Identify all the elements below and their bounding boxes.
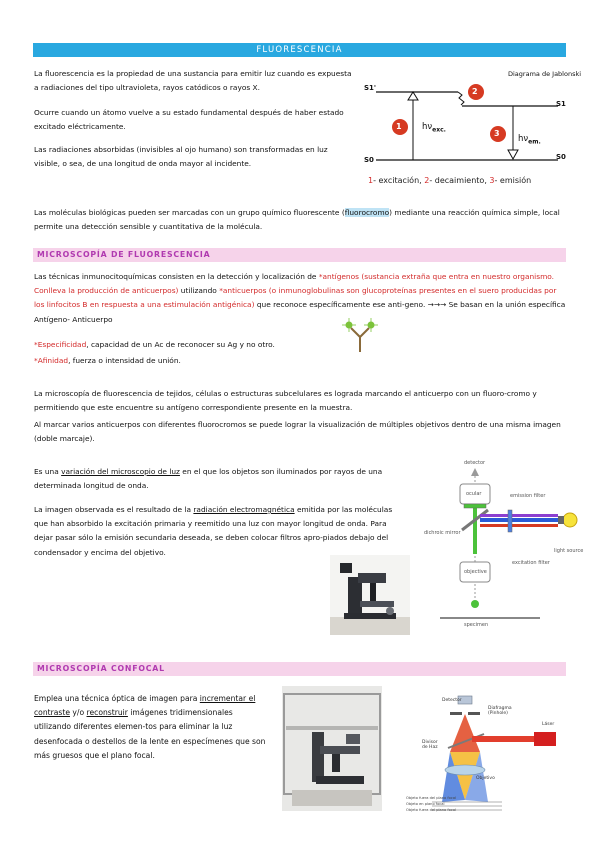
caption-num-2: 2 <box>424 176 430 185</box>
circle-label-1: 1 <box>396 122 402 131</box>
affinity-def: , fuerza o intensidad de unión. <box>68 356 181 365</box>
fluor-p4-b: ) mediante una reacción química simple, local permite una detección sensible y cuantitativa de la molécula. <box>34 208 560 232</box>
fluorescence-title: FLUORESCENCIA <box>256 45 343 55</box>
caption-num-3: 3 <box>489 176 495 185</box>
fluor-paragraph-1: La fluorescencia es la propiedad de una sustancia para emitir luz cuando es expuesta a radiaciones del tipo ultravioleta, rayos catódicos o rayos X. <box>34 69 352 93</box>
circle-label-2: 2 <box>472 87 478 96</box>
specificity-line <box>34 338 334 352</box>
fluorochrome-highlight: fluorocromo <box>344 208 390 217</box>
antibody-icon <box>340 317 380 353</box>
increase-contrast: incrementar el contraste <box>34 694 256 718</box>
caption-text-1: - excitación, <box>373 176 425 185</box>
electromagnetic-radiation: radiación electromagnética <box>193 505 295 514</box>
scheme-excitation-filter: excitation filter <box>512 560 550 566</box>
hv-em-symbol: hν <box>518 134 529 144</box>
hv-excitation-label <box>422 122 446 134</box>
scheme-dichroic-mirror: dichroic mirror <box>424 530 461 536</box>
scheme-ocular: ocular <box>466 491 482 497</box>
reconstruct: reconstruir <box>86 708 128 718</box>
confocal-laser-label: Láser <box>542 722 555 727</box>
fluor-paragraph-4 <box>34 206 566 234</box>
micro-p1-a: Las técnicas inmunocitoquímicas consisten en la detección y localización de <box>34 272 319 281</box>
confocal-p-c: imágenes tridimensionales utilizando diferentes elemen-tos para eliminar la luz desenfocada o destellos de la lente en especímenes que son más gruesos que el plano focal. <box>34 708 266 760</box>
micro-paragraph-4 <box>34 465 406 493</box>
affinity-term: *Afinidad <box>34 356 69 365</box>
specificity-term: *Especificidad <box>34 340 87 349</box>
hv-exc-sub: exc. <box>432 126 446 134</box>
confocal-pinhole-label: Diafragma (Pinhole) <box>488 706 512 716</box>
specificity-def: , capacidad de un Ac de reconocer su Ag y no otro. <box>86 340 275 349</box>
micro-paragraph-3: Al marcar varios anticuerpos con diferentes fluorocromos se puede lograr la visualización de múltiples objetivos dentro de una misma imagen (doble marcaje). <box>34 420 561 444</box>
confocal-objective-label: Objetivo <box>476 776 495 781</box>
confocal-plane-2: Objeto en plano focal <box>406 802 445 806</box>
caption-text-3: - emisión <box>494 176 532 185</box>
scheme-objective: objective <box>464 569 487 575</box>
confocal-plane-1: Objeto fuera del plano focal <box>406 796 457 800</box>
micro-paragraph-2: La microscopía de fluorescencia de tejidos, células o estructuras subcelulares es lograda marcando el anticuerpo con un fluoro-cromo y permitiendo que este encuentre su antígeno correspondiente presente en la muestra. <box>34 389 537 413</box>
jablonski-diagram <box>358 64 582 194</box>
fluor-p4-a: Las moléculas biológicas pueden ser marcadas con un grupo químico fluorescente ( <box>34 208 345 217</box>
confocal-microscopy-title: MICROSCOPÍA CONFOCAL <box>37 664 165 673</box>
confocal-microscope-photo <box>282 686 382 811</box>
scheme-detector: detector <box>464 460 486 466</box>
affinity-line <box>34 354 334 368</box>
micro-p5-a: La imagen observada es el resultado de la <box>34 505 194 514</box>
level-s1-prime: S1' <box>364 84 377 92</box>
micro-paragraph-1 <box>34 270 566 327</box>
jablonski-title: Diagrama de Jablonski <box>508 70 582 78</box>
antibody-definition: *anticuerpos (o inmunoglobulinas son glucoproteínas presentes en el suero producidas por los linfocitos B en respuesta a una estimulación antigénica) <box>34 286 557 310</box>
circle-label-3: 3 <box>494 129 500 138</box>
antigen-definition: *antígenos (sustancia extraña que entra en nuestro organismo. Conlleva la producción de anticuerpos) <box>34 272 555 296</box>
scheme-light-source: light source <box>554 548 584 554</box>
confocal-diagram <box>392 690 572 818</box>
jablonski-svg <box>358 64 568 194</box>
hv-emission-label <box>518 134 541 146</box>
caption-num-1: 1 <box>368 176 374 185</box>
hv-em-sub: em. <box>528 138 541 146</box>
scheme-specimen: specimen <box>464 622 489 628</box>
fluorescence-microscope-photo <box>330 555 410 635</box>
scheme-emission-filter: emission filter <box>510 493 546 499</box>
micro-p1-b: utilizando <box>178 286 220 296</box>
confocal-microscopy-banner <box>33 662 566 676</box>
level-s1: S1 <box>556 100 566 108</box>
level-s0-right: S0 <box>556 153 566 161</box>
fluorescence-microscopy-banner <box>33 248 566 262</box>
fluorescence-microscope-scheme <box>420 458 584 638</box>
micro-p1-c: que reconoce específicamente ese anti-geno. →→→ Se basan en la unión específica Antígeno- Anticuerpo <box>34 300 566 324</box>
fluorescence-banner <box>33 43 566 57</box>
fluor-paragraph-2: Ocurre cuando un átomo vuelve a su estado fundamental después de haber estado excitado eléctricamente. <box>34 108 344 132</box>
confocal-plane-3: Objeto fuera del plano focal <box>406 808 457 812</box>
confocal-p-b: y/o <box>70 708 87 718</box>
micro-p5-b: emitida por las moléculas que han absorbido la excitación primaria y reemitido una luz con mayor longitud de onda. Para dejar pasar sólo la emisión secundaria deseada, se deben colocar filtros apro-piados debajo del condensador y encima del objetivo. <box>34 505 393 557</box>
micro-p4-b: en el que los objetos son iluminados por rayos de una determinada longitud de onda. <box>34 467 383 491</box>
confocal-beamsplitter-label: Divisor de Haz <box>422 740 438 750</box>
micro-paragraph-5 <box>34 503 406 560</box>
level-s0-left: S0 <box>364 156 374 164</box>
confocal-detector-label: Detector <box>442 698 462 703</box>
jablonski-caption <box>368 176 531 185</box>
hv-exc-symbol: hν <box>422 122 433 132</box>
confocal-p-a: Emplea una técnica óptica de imagen para <box>34 694 200 703</box>
fluorescence-microscopy-title: MICROSCOPÍA DE FLUORESCENCIA <box>37 250 211 259</box>
light-microscope-variation: variación del microscopio de luz <box>61 467 180 476</box>
confocal-paragraph <box>34 692 266 763</box>
caption-text-2: - decaimiento, <box>429 176 490 185</box>
fluor-paragraph-3: Las radiaciones absorbidas (invisibles al ojo humano) son transformadas en luz visible, o sea, de una longitud de onda mayor al incidente. <box>34 145 328 169</box>
micro-p4-a: Es una <box>34 467 62 476</box>
